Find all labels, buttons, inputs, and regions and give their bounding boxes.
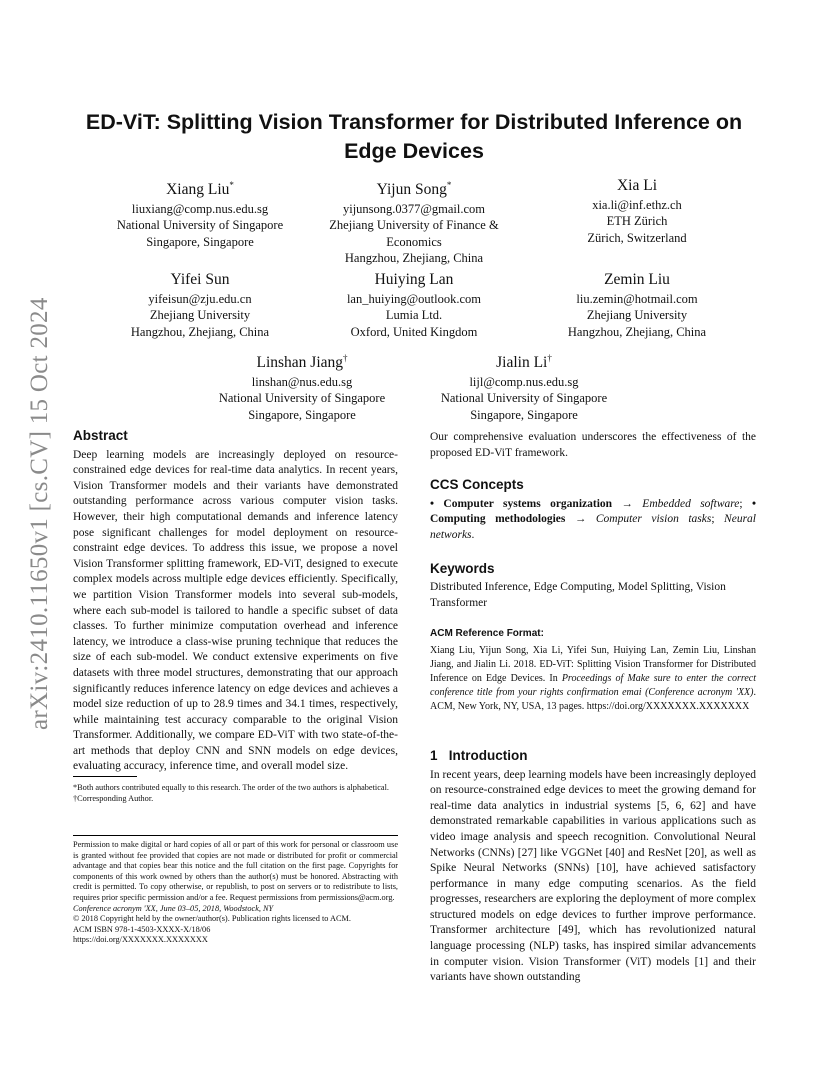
author-name: Huiying Lan — [374, 271, 454, 288]
reference-authors: Xiang Liu, Yijun Song, Xia Li, Yifei Sun, Huiying Lan, Zemin Liu, Linshan Jiang, and Jialin Li. 2018. ED-ViT: Splitting Vision Transformer for Distributed Inference on Edge Devices. In — [430, 644, 756, 684]
ccs-concept-1: • Computer systems organization — [430, 497, 613, 510]
author-email: linshan@nus.edu.sg — [251, 375, 353, 390]
author-name: Xia Li — [616, 177, 658, 194]
keywords-text: Distributed Inference, Edge Computing, Model Splitting, Vision Transformer — [430, 581, 726, 609]
author-email: lan_huiying@outlook.com — [346, 292, 482, 306]
author-block — [314, 270, 514, 340]
author-mark: * — [446, 180, 452, 190]
permission-block — [73, 840, 398, 946]
author-affiliation: Zhejiang University — [149, 308, 251, 323]
conference-info: Conference acronym 'XX, June 03–05, 2018, Woodstock, NY — [73, 903, 274, 913]
author-location: Singapore, Singapore — [146, 234, 254, 249]
ccs-separator: ; — [739, 497, 752, 510]
author-name: Yijun Song — [376, 181, 447, 199]
permission-rule — [73, 835, 398, 836]
author-affiliation: Zhejiang University — [586, 308, 688, 323]
ccs-subconcept-1: Embedded software — [642, 497, 740, 510]
abstract-continuation: Our comprehensive evaluation underscores the effectiveness of the proposed ED-ViT framework. — [430, 431, 756, 459]
author-block — [314, 176, 514, 266]
author-affiliation: Lumia Ltd. — [385, 308, 443, 323]
paper-title: ED-ViT: Splitting Vision Transformer for Distributed Inference on Edge Devices — [85, 110, 743, 163]
introduction-heading — [430, 748, 756, 764]
author-email: yijunsong.0377@gmail.com — [342, 202, 486, 217]
reference-proceedings: Proceedings of Make sure to enter the correct conference title from your rights confirmation emai (Conference acronym 'XX) — [430, 672, 757, 698]
author-name: Yifei Sun — [170, 271, 230, 288]
abstract-heading: Abstract — [73, 428, 128, 443]
footnote-rule — [73, 776, 137, 777]
author-affiliation: Zhejiang University of Finance & — [329, 218, 499, 233]
author-block — [548, 176, 726, 246]
author-location: Hangzhou, Zhejiang, China — [344, 251, 484, 266]
author-block — [204, 349, 400, 423]
copyright-line: © 2018 Copyright held by the owner/author(s). Publication rights licensed to ACM. — [73, 914, 351, 924]
author-email: yifeisun@zju.edu.cn — [148, 292, 252, 306]
author-affiliation: National University of Singapore — [218, 391, 386, 406]
arrow-icon: → — [612, 497, 643, 510]
right-column — [430, 430, 756, 986]
author-affiliation: ETH Zürich — [606, 214, 668, 229]
author-affiliation: National University of Singapore — [116, 218, 284, 233]
permission-text: Permission to make digital or hard copies of all or part of this work for personal or classroom use is granted without fee provided that copies are not made or distributed for profit or commercial advantage and that copies bear this notice and the full citation on the first page. Copyrights for components of this work owned by others than the author(s) must be honored. Abstracting with credit is permitted. To copy otherwise, or republish, to post on servers or to redistribute to lists, requires prior specific permission and/or a fee. Request permissions from permissions@acm.org. — [73, 840, 398, 902]
author-location: Hangzhou, Zhejiang, China — [130, 324, 270, 339]
ccs-end: . — [471, 528, 475, 541]
arrow-icon: → — [565, 513, 596, 526]
ccs-concept-2: • Computing methodologies — [430, 497, 757, 526]
abstract-section — [73, 428, 398, 775]
author-footnotes — [73, 783, 398, 804]
author-name: Linshan Jiang — [256, 354, 344, 372]
section-number: 1 — [430, 747, 438, 763]
ccs-concepts — [430, 497, 756, 544]
author-location: Oxford, United Kingdom — [350, 324, 478, 339]
reference-format-text — [430, 644, 756, 714]
author-mark: † — [343, 353, 348, 363]
author-name: Xiang Liu — [166, 181, 230, 199]
author-affiliation: Economics — [386, 234, 442, 249]
author-email: xia.li@inf.ethz.ch — [592, 198, 682, 212]
isbn-line: ACM ISBN 978-1-4503-XXXX-X/18/06 — [73, 924, 211, 934]
author-block — [548, 270, 726, 340]
author-mark: † — [547, 353, 552, 363]
corresponding-author-note: †Corresponding Author. — [73, 793, 154, 803]
author-mark: * — [229, 180, 234, 190]
section-title: Introduction — [448, 747, 528, 763]
abstract-text: Deep learning models are increasingly deployed on resource-constrained edge devices for real-time data analytics. In recent years, Vision Transformer models and their variants have demonstrated outstanding performance across various computer vision tasks. However, their high computational demands and inference latency pose significant challenges for model deployment on resource-constraint edge devices. To address this issue, we propose a novel Vision Transformer splitting framework, ED-ViT, designed to execute complex models across multiple edge devices efficiently. Specifically, we partition Vision Transformer models into several sub-models, where each sub-model is tailored to handle a specific subset of data classes. To further minimize computation overhead and inference latency, we introduce a class-wise pruning technique that reduces the size of each sub-model. We conduct extensive experiments on five datasets with three model structures, demonstrating that our approach significantly reduces inference latency on edge devices and achieves a model size reduction of up to 28.9 times and 34.1 times, respectively, while maintaining test accuracy comparable to the original Vision Transformer. Additionally, we compare ED-ViT with two state-of-the-art methods that deploy CNN and SNN models on edge devices, evaluating accuracy, inference time, and overall model size. — [73, 448, 398, 773]
reference-publisher: . ACM, New York, NY, USA, 13 pages. https://doi.org/XXXXXXX.XXXXXXX — [430, 686, 756, 712]
ccs-subconcept-3: Neural networks — [430, 513, 756, 541]
ccs-heading: CCS Concepts — [430, 477, 524, 493]
author-location: Zürich, Switzerland — [587, 230, 687, 245]
keywords-heading: Keywords — [430, 560, 495, 576]
author-email: liu.zemin@hotmail.com — [576, 292, 698, 306]
author-email: liuxiang@comp.nus.edu.sg — [131, 202, 269, 217]
arxiv-identifier: arXiv:2410.11650v1 [cs.CV] 15 Oct 2024 — [26, 297, 53, 730]
author-block — [102, 270, 298, 340]
author-location: Singapore, Singapore — [248, 407, 356, 422]
author-affiliation: National University of Singapore — [440, 391, 608, 406]
introduction-text: In recent years, deep learning models have been increasingly deployed on resource-constrained edge devices to meet the growing demand for real-time data analytics in industrial systems [5, 6, 62] and have demonstrated remarkable capabilities in various applications such as video image analysis and speech recognition. Convolutional Neural Networks (CNNs) [27] like VGGNet [40] and ResNet [20], as well as Spike Neural Networks (SNNs) [10], have achieved satisfactory performance in many edge computing scenarios. As the field progresses, researchers are exploring the deployment of more complex structured models on edge devices to further improve performance. Transformer architecture [49], which has revolutionized natural language processing (NLP) tasks, has inspired similar advancements in computer vision. Vision Transformer (ViT) models [1] and their variants have shown outstanding — [430, 768, 756, 984]
author-location: Hangzhou, Zhejiang, China — [567, 324, 707, 339]
ccs-separator: ; — [711, 513, 725, 526]
reference-format-heading: ACM Reference Format: — [430, 628, 544, 640]
author-block — [102, 176, 298, 250]
author-email: lijl@comp.nus.edu.sg — [469, 375, 579, 390]
ccs-subconcept-2: Computer vision tasks — [595, 513, 712, 526]
doi-line: https://doi.org/XXXXXXX.XXXXXXX — [73, 935, 208, 945]
author-name: Jialin Li — [496, 354, 548, 372]
author-location: Singapore, Singapore — [470, 407, 578, 422]
equal-contribution-note: *Both authors contributed equally to this research. The order of the two authors is alphabetical. — [73, 783, 389, 792]
author-name: Zemin Liu — [604, 271, 670, 288]
author-block — [426, 349, 622, 423]
